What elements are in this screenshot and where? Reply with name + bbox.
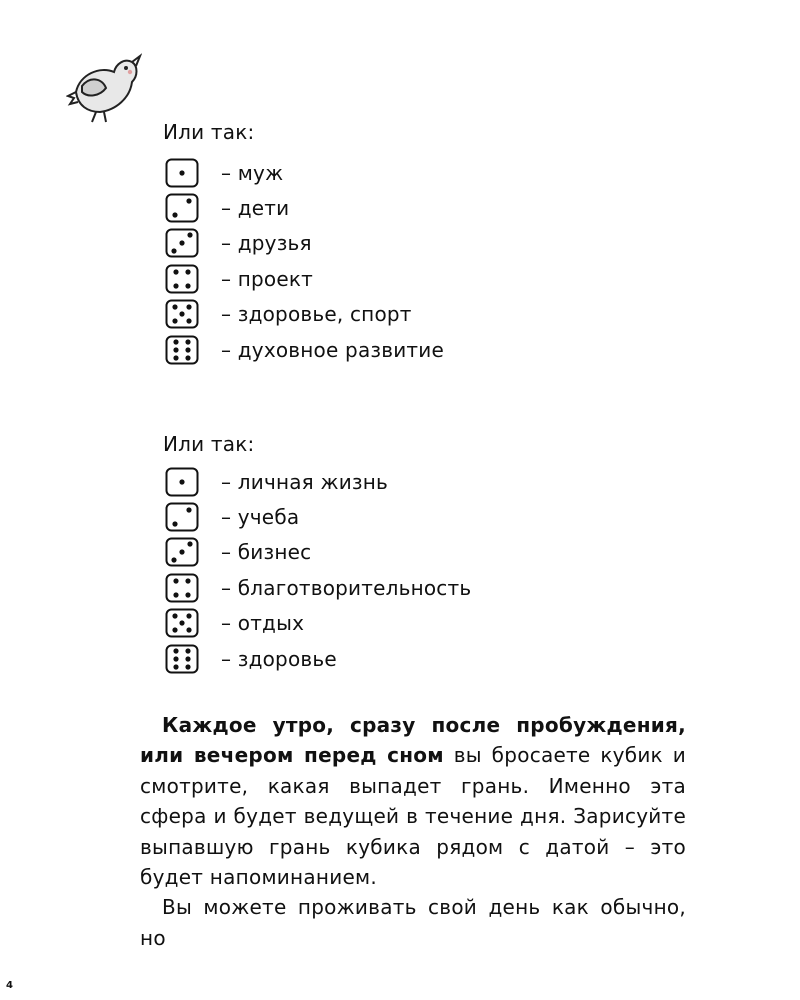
die-pip — [186, 198, 191, 203]
die-outline — [167, 265, 198, 292]
die-face-3-icon — [165, 228, 199, 258]
die-pip — [173, 656, 178, 661]
paragraph-1-rest: вы бросаете кубик и смотрите, какая выпадет грань. Именно эта сфера и будет ведущей в течение дня. Зарисуйте выпавшую грань кубика рядом с датой – это будет напоминанием. — [140, 743, 686, 890]
list-item-text: – учеба — [221, 505, 300, 530]
die-pip — [179, 170, 184, 175]
list-item — [165, 332, 444, 367]
bird-icon — [66, 52, 142, 126]
list-item-text: – бизнес — [221, 540, 312, 565]
die-pip — [185, 656, 190, 661]
list-item — [165, 499, 471, 534]
die-pip — [185, 648, 190, 653]
list-item — [165, 297, 444, 332]
die-pip — [173, 664, 178, 669]
die-pip — [185, 283, 190, 288]
list-item-text: – благотворительность — [221, 575, 472, 600]
die-outline — [167, 336, 198, 363]
die-face-3-icon — [165, 537, 199, 567]
die-pip — [172, 628, 177, 633]
die-outline — [167, 504, 198, 531]
list-item — [165, 570, 471, 605]
die-pip — [172, 614, 177, 619]
die-pip — [186, 628, 191, 633]
die-pip — [179, 479, 184, 484]
die-pip — [173, 355, 178, 360]
die-pip — [185, 578, 190, 583]
body-text — [140, 710, 686, 953]
die-pip — [173, 592, 178, 597]
die-face-1-icon — [165, 158, 199, 188]
list-item — [165, 464, 471, 499]
list-item-text: – здоровье — [221, 646, 337, 671]
die-outline — [167, 645, 198, 672]
list-item — [165, 261, 444, 296]
die-face-5-icon — [165, 608, 199, 638]
list-item-text: – проект — [221, 266, 314, 291]
die-pip — [171, 249, 176, 254]
die-pip — [185, 347, 190, 352]
die-face-6-icon — [165, 335, 199, 365]
die-pip — [171, 558, 176, 563]
list-item — [165, 535, 471, 570]
die-pip — [186, 614, 191, 619]
die-face-4-icon — [165, 264, 199, 294]
list-item-text: – друзья — [221, 231, 312, 256]
list-item — [165, 190, 444, 225]
die-pip — [179, 621, 184, 626]
die-face-6-icon — [165, 644, 199, 674]
list-item-text: – здоровье, спорт — [221, 302, 412, 327]
die-pip — [173, 269, 178, 274]
dice-list-2 — [165, 464, 471, 676]
list-item — [165, 641, 471, 676]
die-pip — [173, 578, 178, 583]
die-pip — [186, 507, 191, 512]
list2-intro: Или так: — [163, 432, 255, 456]
die-pip — [179, 312, 184, 317]
die-pip — [185, 339, 190, 344]
die-pip — [185, 355, 190, 360]
die-face-2-icon — [165, 502, 199, 532]
die-pip — [186, 305, 191, 310]
die-pip — [173, 648, 178, 653]
list-item-text: – духовное развитие — [221, 337, 444, 362]
die-face-4-icon — [165, 573, 199, 603]
paragraph-2: Вы можете проживать свой день как обычно, но — [140, 895, 686, 950]
list-item — [165, 606, 471, 641]
list-item-text: – отдых — [221, 611, 305, 636]
paragraph-1-bold: Каждое утро, сразу после пробуждения, или вечером перед сном — [140, 713, 686, 768]
die-pip — [172, 305, 177, 310]
paragraph-1 — [140, 710, 686, 892]
die-pip — [172, 212, 177, 217]
die-pip — [185, 592, 190, 597]
die-pip — [185, 269, 190, 274]
die-pip — [187, 542, 192, 547]
dice-list-1 — [165, 155, 444, 367]
list1-intro: Или так: — [163, 120, 255, 144]
die-outline — [167, 195, 198, 222]
page-number: 4 — [6, 980, 13, 991]
list-item — [165, 226, 444, 261]
die-face-1-icon — [165, 467, 199, 497]
die-face-2-icon — [165, 193, 199, 223]
die-pip — [173, 283, 178, 288]
die-pip — [173, 347, 178, 352]
die-pip — [187, 233, 192, 238]
die-pip — [179, 241, 184, 246]
die-pip — [173, 339, 178, 344]
die-pip — [179, 550, 184, 555]
die-pip — [172, 521, 177, 526]
die-pip — [172, 319, 177, 324]
die-pip — [186, 319, 191, 324]
list-item — [165, 155, 444, 190]
die-pip — [185, 664, 190, 669]
list-item-text: – муж — [221, 160, 284, 185]
die-face-5-icon — [165, 299, 199, 329]
list-item-text: – личная жизнь — [221, 469, 388, 494]
list-item-text: – дети — [221, 196, 290, 221]
die-outline — [167, 574, 198, 601]
